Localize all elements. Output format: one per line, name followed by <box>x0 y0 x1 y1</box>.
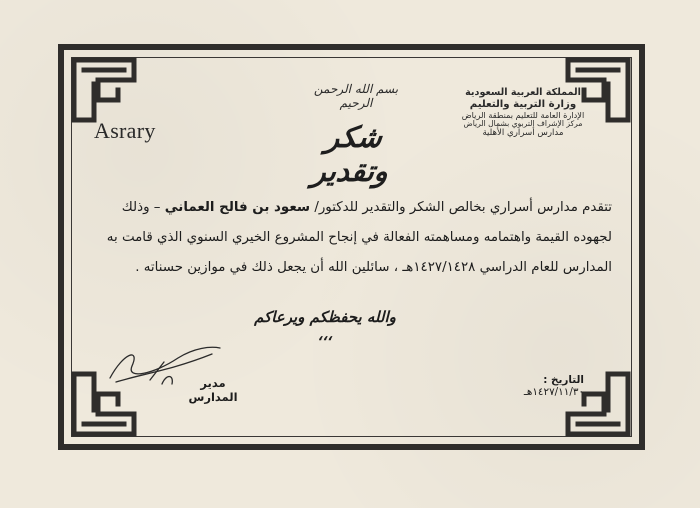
header-country: المملكة العربية السعودية <box>465 87 581 98</box>
closing-phrase: والله يحفظكم ويرعاكم ،،، <box>254 308 396 344</box>
school-logo-text: Asrary <box>94 118 156 143</box>
date-value: ١٤٢٧/١١/٣٠هـ <box>523 386 584 398</box>
body-line-1-suffix: – وذلك <box>121 200 161 215</box>
issuer-header <box>445 88 601 138</box>
basmala-calligraphy: بسم الله الرحمن الرحيم <box>313 82 399 110</box>
recipient-name: سعود بن فالح العماني <box>164 200 311 215</box>
header-school-name: مدارس أسراري الأهلية <box>482 127 564 138</box>
body-line-1 <box>92 193 612 223</box>
certificate-title: شكر وتقدير <box>310 120 391 188</box>
body-line-1-prefix: تتقدم مدارس أسراري بخالص الشكر والتقدير للدكتور/ <box>314 200 612 215</box>
header-supervision-center: مركز الإشراف التربوي بشمال الرياض <box>463 118 583 128</box>
certificate-body <box>92 193 612 283</box>
body-line-3: المدارس للعام الدراسي ١٤٢٧/١٤٢٨هـ ، سائلين الله أن يجعل ذلك في موازين حسناته . <box>135 260 612 275</box>
date-label: التاريخ : <box>543 374 584 386</box>
director-label: مدير المدارس <box>188 376 238 404</box>
header-ministry: وزارة التربية والتعليم <box>469 98 577 110</box>
body-line-2: لجهوده القيمة واهتمامه ومساهمته الفعالة في إنجاح المشروع الخيري السنوي الذي قامت به <box>106 230 612 245</box>
issue-date <box>488 374 584 398</box>
header-directorate: الإدارة العامة للتعليم بمنطقة الرياض <box>461 109 585 120</box>
